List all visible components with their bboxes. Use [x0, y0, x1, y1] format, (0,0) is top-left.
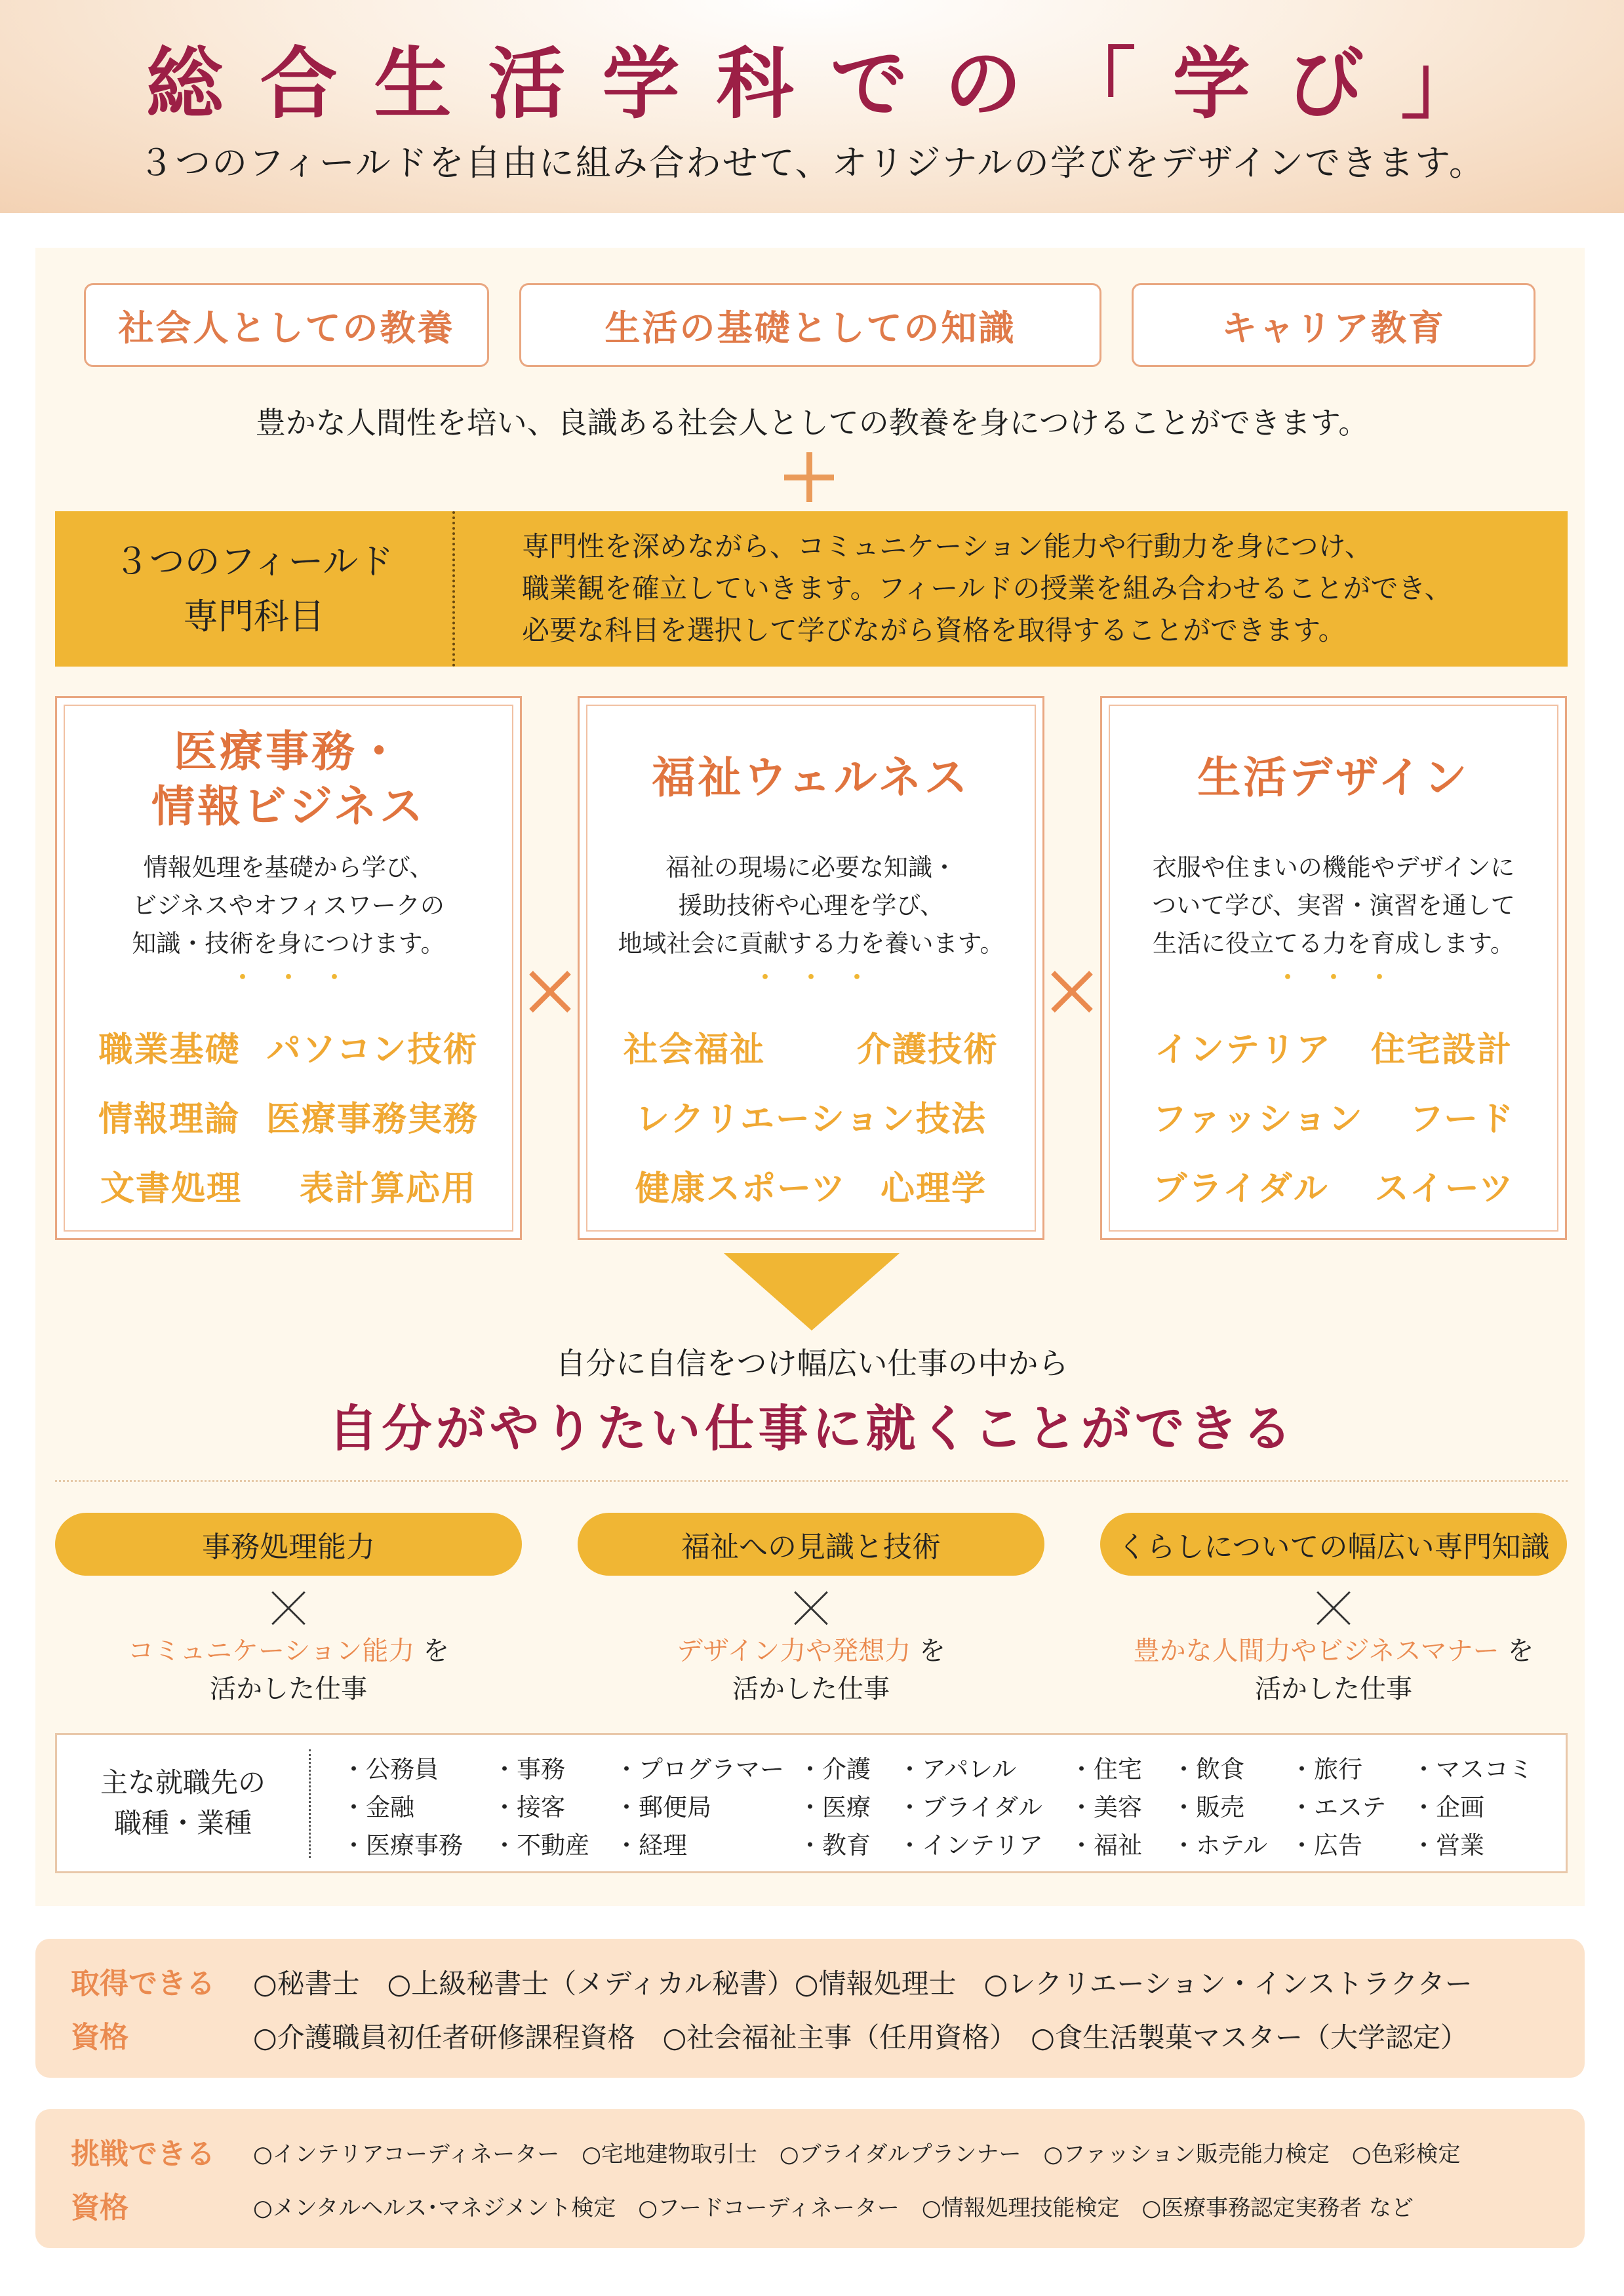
job-item: ・プログラマー	[614, 1755, 784, 1783]
cross-icon	[1049, 969, 1095, 1015]
ability-skill-line2: 活かした仕事	[732, 1674, 890, 1704]
subject-label: 情報理論	[98, 1099, 240, 1139]
field-description-line: ビジネスやオフィスワークの	[132, 891, 445, 920]
outcome-headline: 自分がやりたい仕事に就くことができる	[328, 1399, 1296, 1458]
job-item: ・ホテル	[1172, 1831, 1268, 1859]
jobs-column	[342, 1751, 463, 1865]
subject-label: 表計算応用	[300, 1169, 477, 1209]
job-item: ・美容	[1069, 1793, 1142, 1821]
job-item: ・旅行	[1290, 1755, 1362, 1783]
job-item: ・不動産	[492, 1831, 589, 1859]
field-dots: ・・・	[228, 962, 366, 994]
qual-line: ○メンタルヘルス･マネジメント検定 ○フードコーディネーター ○情報処理技能検定 ○医療事務認定実務者 など	[253, 2195, 1414, 2221]
field-description	[1102, 849, 1565, 963]
jobs-column	[492, 1751, 589, 1865]
job-item: ・公務員	[342, 1755, 439, 1783]
ability-pill: 事務処理能力	[55, 1513, 522, 1576]
job-item: ・マスコミ	[1412, 1755, 1533, 1783]
qual-line: ○秘書士 ○上級秘書士（メディカル秘書）○情報処理士 ○レクリエーション・インストラクター	[253, 1968, 1473, 2000]
job-item: ・飲食	[1172, 1755, 1244, 1783]
subject-label: 介護技術	[857, 1030, 999, 1070]
subject-label: ブライダル	[1153, 1169, 1329, 1209]
jobs-column	[1172, 1751, 1267, 1865]
subject-label: 職業基礎	[98, 1030, 241, 1070]
field-description	[580, 849, 1042, 963]
fields-band-label-line2: 専門科目	[183, 595, 325, 637]
job-item: ・エステ	[1290, 1793, 1387, 1821]
page-header	[0, 0, 1624, 213]
fields-band	[55, 511, 1568, 667]
subject-label: 心理学	[880, 1169, 987, 1209]
job-item: ・アパレル	[898, 1755, 1017, 1783]
field-title: 医療事務・	[174, 726, 403, 777]
field-description	[57, 849, 520, 963]
field-description-line: 地域社会に貢献する力を養います。	[618, 929, 1004, 958]
qual-line: ○介護職員初任者研修課程資格 ○社会福祉主事（任用資格） ○食生活製菓マスター（大学認定）	[253, 2021, 1468, 2053]
times-icon	[1317, 1591, 1350, 1624]
job-item: ・広告	[1290, 1831, 1362, 1859]
job-item: ・医療	[798, 1793, 871, 1821]
jobs-separator	[309, 1749, 311, 1858]
ability-skill	[578, 1632, 1044, 1708]
fields-band-description	[522, 526, 1558, 652]
field-description-line: 援助技術や心理を学び、	[678, 891, 944, 920]
qualifications-challenge-box	[35, 2109, 1585, 2248]
field-dots: ・・・	[1273, 962, 1412, 994]
job-item: ・金融	[342, 1793, 414, 1821]
field-description-line: 生活に役立てる力を育成します。	[1152, 929, 1515, 958]
times-icon	[795, 1591, 827, 1624]
field-card-life-design	[1100, 696, 1567, 1240]
subject-label: フード	[1409, 1099, 1515, 1139]
subject-label: インテリア	[1154, 1030, 1332, 1070]
page-title: 総合生活学科での「学び」	[146, 39, 1515, 129]
job-item: ・販売	[1172, 1793, 1244, 1821]
fields-band-label-line1: ３つのフィールド	[113, 540, 394, 582]
job-item: ・接客	[492, 1793, 565, 1821]
subject-label: レクリエーション技法	[635, 1099, 987, 1139]
subject-label: パソコン技術	[266, 1030, 479, 1070]
job-item: ・事務	[492, 1755, 565, 1783]
jobs-label	[57, 1735, 309, 1871]
field-title: 生活デザイン	[1197, 752, 1470, 803]
subject-label: ファッション	[1152, 1099, 1364, 1139]
divider	[55, 1480, 1568, 1482]
qualifications-challenge-label	[71, 2128, 215, 2235]
job-item: ・企画	[1412, 1793, 1484, 1821]
page-subtitle: ３つのフィールドを自由に組み合わせて、オリジナルの学びをデザインできます。	[138, 142, 1486, 184]
basic-item-liberal-arts: 社会人としての教養	[84, 283, 489, 367]
jobs-label-line1: 主な就職先の	[100, 1766, 266, 1799]
qual-label-line2: 資格	[71, 2021, 129, 2054]
field-subjects	[57, 1011, 520, 1220]
qual-line: ○インテリアコーディネーター ○宅地建物取引士 ○ブライダルプランナー ○ファッション販売能力検定 ○色彩検定	[253, 2141, 1461, 2168]
ability-skill	[1100, 1632, 1567, 1708]
fields-band-line: 専門性を深めながら、コミュニケーション能力や行動力を身につけ、	[522, 530, 1372, 562]
jobs-column	[1069, 1751, 1142, 1865]
job-item: ・福祉	[1069, 1831, 1142, 1859]
field-card-welfare-wellness	[578, 696, 1044, 1240]
job-item: ・インテリア	[898, 1831, 1043, 1859]
ability-pill: くらしについての幅広い専門知識	[1100, 1513, 1567, 1576]
subject-label: 社会福祉	[623, 1030, 765, 1070]
job-item: ・ブライダル	[898, 1793, 1042, 1821]
fields-band-line: 必要な科目を選択して学びながら資格を取得することができます。	[522, 614, 1346, 646]
cross-icon	[527, 969, 573, 1015]
times-icon	[272, 1591, 305, 1624]
plus-icon	[784, 452, 834, 502]
ability-skill-highlight: デザイン力や発想力	[677, 1636, 911, 1666]
field-card-medical-business	[55, 696, 522, 1240]
ability-skill-line2: 活かした仕事	[210, 1674, 367, 1704]
qualifications-obtainable-box	[35, 1939, 1585, 2078]
fields-band-line: 職業観を確立していきます。フィールドの授業を組み合わせることができ、	[522, 572, 1452, 604]
job-item: ・医療事務	[342, 1831, 463, 1859]
subject-label: 医療事務実務	[266, 1099, 479, 1139]
jobs-column	[1290, 1751, 1386, 1865]
jobs-column	[1412, 1751, 1533, 1865]
field-dots: ・・・	[751, 962, 889, 994]
subject-label: スイーツ	[1374, 1169, 1515, 1209]
ability-skill-highlight: 豊かな人間力やビジネスマナー	[1133, 1636, 1499, 1666]
job-item: ・介護	[798, 1755, 871, 1783]
jobs-label-line2: 職種・業種	[113, 1807, 252, 1839]
field-title: 福祉ウェルネス	[652, 752, 970, 803]
basic-item-life-knowledge: 生活の基礎としての知識	[519, 283, 1101, 367]
field-title: 情報ビジネス	[151, 781, 426, 832]
basics-caption: 豊かな人間性を培い、良識ある社会人としての教養を身につけることができます。	[255, 405, 1369, 440]
job-item: ・郵便局	[614, 1793, 711, 1821]
ability-skill-line2: 活かした仕事	[1255, 1674, 1412, 1704]
field-subjects	[1102, 1011, 1565, 1220]
jobs-column	[614, 1751, 784, 1865]
qual-label-line2: 資格	[71, 2191, 129, 2225]
field-subjects	[580, 1011, 1042, 1220]
fields-band-label	[55, 511, 455, 667]
subject-label: 健康スポーツ	[635, 1169, 846, 1209]
job-item: ・教育	[798, 1831, 871, 1859]
qualifications-obtainable-list	[253, 1957, 1473, 2065]
qual-label-line1: 挑戦できる	[71, 2137, 215, 2171]
job-item: ・営業	[1412, 1831, 1484, 1859]
jobs-column	[798, 1751, 871, 1865]
ability-skill-suffix: を	[911, 1636, 945, 1666]
field-description-line: ついて学び、実習・演習を通して	[1152, 891, 1515, 920]
basic-item-career: キャリア教育	[1132, 283, 1535, 367]
ability-pill: 福祉への見識と技術	[578, 1513, 1044, 1576]
outcome-lead: 自分に自信をつけ幅広い仕事の中から	[555, 1346, 1069, 1381]
qual-label-line1: 取得できる	[71, 1967, 215, 2000]
ability-skill-highlight: コミュニケーション能力	[127, 1636, 415, 1666]
field-description-line: 知識・技術を身につけます。	[132, 929, 445, 958]
subject-label: 住宅設計	[1371, 1030, 1513, 1070]
qualifications-challenge-list	[253, 2128, 1461, 2235]
qualifications-obtainable-label	[71, 1957, 215, 2065]
jobs-column	[898, 1751, 1043, 1865]
ability-skill	[55, 1632, 522, 1708]
ability-skill-suffix: を	[414, 1636, 450, 1666]
jobs-box	[55, 1733, 1568, 1873]
subject-label: 文書処理	[100, 1169, 242, 1209]
job-item: ・経理	[614, 1831, 687, 1859]
field-description-line: 衣服や住まいの機能やデザインに	[1152, 853, 1515, 882]
field-description-line: 情報処理を基礎から学び、	[143, 853, 434, 882]
field-description-line: 福祉の現場に必要な知識・	[665, 853, 957, 882]
job-item: ・住宅	[1069, 1755, 1142, 1783]
ability-skill-suffix: を	[1499, 1636, 1534, 1666]
